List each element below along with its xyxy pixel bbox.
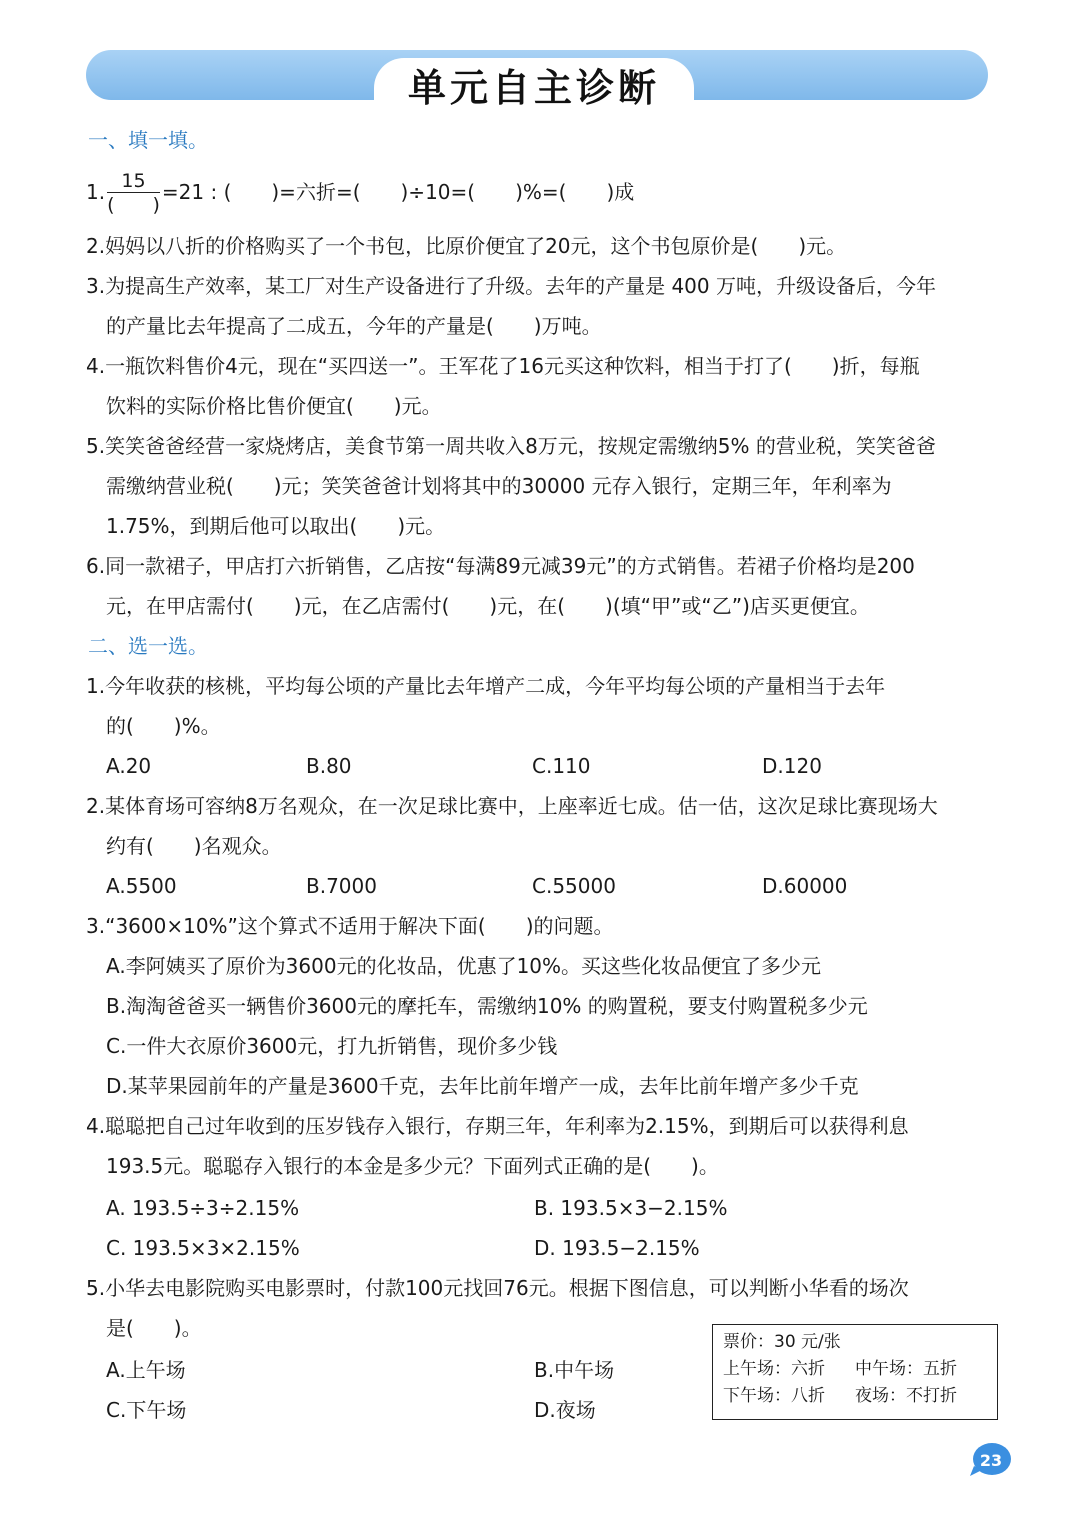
option-2-3-b[interactable]: B.淘淘爸爸买一辆售价3600元的摩托车，需缴纳10% 的购置税，要支付购置税多少元 — [106, 994, 868, 1018]
option-2-4-a[interactable]: A. 193.5÷3÷2.15% — [106, 1196, 300, 1220]
q-text: =21 : ( )=六折=( )÷10=( )%=( )成 — [161, 180, 635, 204]
ticket-price-box — [712, 1324, 998, 1420]
option-2-3-a[interactable]: A.李阿姨买了原价为3600元的化妆品，优惠了10%。买这些化妆品便宜了多少元 — [106, 954, 822, 978]
option-2-4-b[interactable]: B. 193.5×3−2.15% — [534, 1196, 728, 1220]
option-2-2-b[interactable]: B.7000 — [306, 874, 377, 898]
ticket-row-1 — [723, 1356, 987, 1383]
q-number: 1. — [86, 180, 106, 204]
option-2-2-d[interactable]: D.60000 — [762, 874, 848, 898]
option-2-2-a[interactable]: A.5500 — [106, 874, 177, 898]
question-1-4-line2: 饮料的实际价格比售价便宜( )元。 — [106, 394, 442, 418]
option-2-4-c[interactable]: C. 193.5×3×2.15% — [106, 1236, 300, 1260]
fraction-numerator: 15 — [107, 170, 160, 193]
question-1-4-line1: 4.一瓶饮料售价4元，现在“买四送一”。王军花了16元买这种饮料，相当于打了( )折，每瓶 — [86, 354, 920, 378]
question-2-4-line2: 193.5元。聪聪存入银行的本金是多少元？下面列式正确的是( )。 — [106, 1154, 719, 1178]
fraction-denominator: ( ) — [107, 194, 160, 216]
question-1-5-line2: 需缴纳营业税( )元；笑笑爸爸计划将其中的30000 元存入银行，定期三年，年利率为 — [106, 474, 892, 498]
fraction — [107, 170, 160, 217]
question-1-3-line1: 3.为提高生产效率，某工厂对生产设备进行了升级。去年的产量是 400 万吨，升级设备后，今年 — [86, 274, 936, 298]
ticket-noon: 中午场：五折 — [855, 1359, 957, 1379]
page-title: 单元自主诊断 — [374, 58, 694, 110]
ticket-row-2 — [723, 1383, 987, 1410]
section-heading-fill: 一、填一填。 — [88, 128, 208, 152]
question-2-5-line2: 是( )。 — [106, 1316, 202, 1340]
question-1-5-line3: 1.75%，到期后他可以取出( )元。 — [106, 514, 446, 538]
page-number-badge — [968, 1440, 1014, 1480]
option-2-5-a[interactable]: A.上午场 — [106, 1358, 186, 1382]
question-2-3: 3.“3600×10%”这个算式不适用于解决下面( )的问题。 — [86, 914, 614, 938]
ticket-afternoon: 下午场：八折 — [723, 1386, 825, 1406]
option-2-5-c[interactable]: C.下午场 — [106, 1398, 187, 1422]
page-number: 23 — [979, 1450, 1003, 1470]
option-2-4-d[interactable]: D. 193.5−2.15% — [534, 1236, 700, 1260]
question-2-2-line1: 2.某体育场可容纳8万名观众，在一次足球比赛中，上座率近七成。估一估，这次足球比赛现场大 — [86, 794, 938, 818]
question-2-4-line1: 4.聪聪把自己过年收到的压岁钱存入银行，存期三年，年利率为2.15%，到期后可以获得利息 — [86, 1114, 909, 1138]
question-2-5-line1: 5.小华去电影院购买电影票时，付款100元找回76元。根据下图信息，可以判断小华看的场次 — [86, 1276, 909, 1300]
question-1-6-line2: 元，在甲店需付( )元，在乙店需付( )元，在( )(填“甲”或“乙”)店买更便宜。 — [106, 594, 870, 618]
question-2-1-line1: 1.今年收获的核桃，平均每公顷的产量比去年增产二成，今年平均每公顷的产量相当于去年 — [86, 674, 886, 698]
question-1-2: 2.妈妈以八折的价格购买了一个书包，比原价便宜了20元，这个书包原价是( )元。 — [86, 234, 847, 258]
option-2-1-a[interactable]: A.20 — [106, 754, 152, 778]
ticket-price: 票价：30 元/张 — [723, 1332, 841, 1352]
ticket-night: 夜场：不打折 — [855, 1386, 957, 1406]
option-2-3-d[interactable]: D.某苹果园前年的产量是3600千克，去年比前年增产一成，去年比前年增产多少千克 — [106, 1074, 859, 1098]
question-1-5-line1: 5.笑笑爸爸经营一家烧烤店，美食节第一周共收入8万元，按规定需缴纳5% 的营业税，笑笑爸爸 — [86, 434, 936, 458]
question-1-1 — [86, 170, 634, 217]
section-heading-choose: 二、选一选。 — [88, 634, 208, 658]
question-2-1-line2: 的( )%。 — [106, 714, 221, 738]
option-2-1-c[interactable]: C.110 — [532, 754, 591, 778]
option-2-1-d[interactable]: D.120 — [762, 754, 822, 778]
question-1-3-line2: 的产量比去年提高了二成五，今年的产量是( )万吨。 — [106, 314, 602, 338]
option-2-5-b[interactable]: B.中午场 — [534, 1358, 615, 1382]
option-2-3-c[interactable]: C.一件大衣原价3600元，打九折销售，现价多少钱 — [106, 1034, 558, 1058]
option-2-2-c[interactable]: C.55000 — [532, 874, 616, 898]
option-2-1-b[interactable]: B.80 — [306, 754, 352, 778]
question-1-6-line1: 6.同一款裙子，甲店打六折销售，乙店按“每满89元减39元”的方式销售。若裙子价格均是200 — [86, 554, 915, 578]
ticket-morning: 上午场：六折 — [723, 1359, 825, 1379]
question-2-2-line2: 约有( )名观众。 — [106, 834, 282, 858]
option-2-5-d[interactable]: D.夜场 — [534, 1398, 596, 1422]
